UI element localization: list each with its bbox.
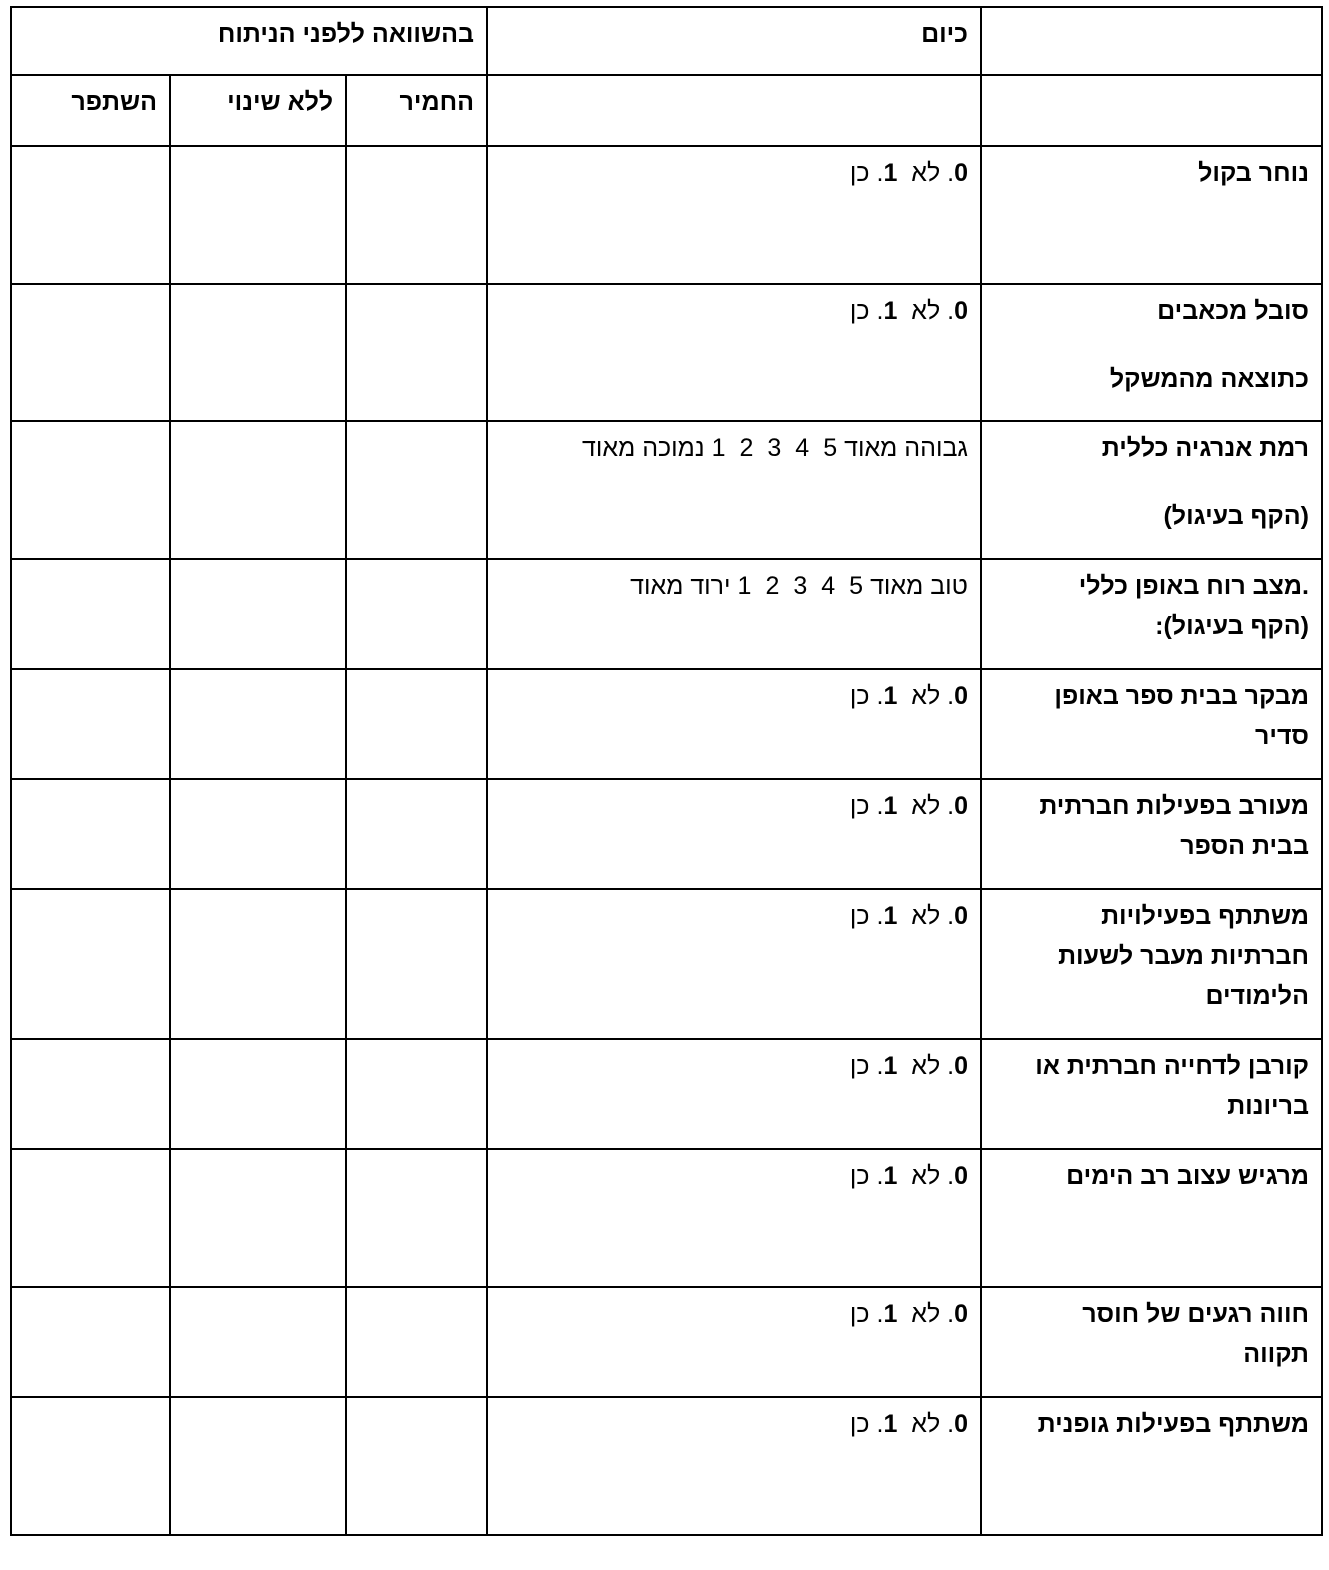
improved-cell[interactable] xyxy=(11,669,170,779)
header-no-change: ללא שינוי xyxy=(170,75,346,146)
table-row xyxy=(11,559,1322,669)
header-today: כיום xyxy=(487,7,981,75)
answer-cell[interactable] xyxy=(487,779,981,889)
row-label-line: קורבן לדחייה חברתית או xyxy=(1035,1052,1309,1080)
answer-cell[interactable] xyxy=(487,669,981,779)
table-row xyxy=(11,421,1322,559)
row-label-line: רמת אנרגיה כללית xyxy=(1101,434,1309,462)
row-label xyxy=(981,779,1322,889)
row-label-line: סובל מכאבים xyxy=(1157,297,1309,325)
worse-cell[interactable] xyxy=(346,669,487,779)
table-row xyxy=(11,146,1322,284)
header-compared: בהשוואה ללפני הניתוח xyxy=(11,7,487,75)
answer-cell[interactable] xyxy=(487,146,981,284)
no-change-cell[interactable] xyxy=(170,669,346,779)
row-label xyxy=(981,146,1322,284)
no-change-cell[interactable] xyxy=(170,889,346,1039)
answer-cell[interactable] xyxy=(487,1397,981,1535)
no-change-cell[interactable] xyxy=(170,1039,346,1149)
row-label-line: סדיר xyxy=(1255,722,1309,750)
worse-cell[interactable] xyxy=(346,1397,487,1535)
improved-cell[interactable] xyxy=(11,1287,170,1397)
header-worse: החמיר xyxy=(346,75,487,146)
worse-cell[interactable] xyxy=(346,146,487,284)
table-row xyxy=(11,669,1322,779)
worse-cell[interactable] xyxy=(346,1287,487,1397)
improved-cell[interactable] xyxy=(11,1149,170,1287)
row-label-line: .מצב רוח באופן כללי xyxy=(1078,572,1309,600)
improved-cell[interactable] xyxy=(11,779,170,889)
no-change-cell[interactable] xyxy=(170,146,346,284)
row-label-line: בריונות xyxy=(1227,1092,1309,1120)
row-label-line: (הקף בעיגול): xyxy=(1155,612,1309,640)
row-label-line: (הקף בעיגול) xyxy=(1163,502,1309,530)
row-label-line: חווה רגעים של חוסר xyxy=(1082,1300,1309,1328)
row-label xyxy=(981,889,1322,1039)
worse-cell[interactable] xyxy=(346,559,487,669)
row-label xyxy=(981,421,1322,559)
yes-no-options[interactable]: 0. לא 1. כן xyxy=(849,159,968,187)
yes-no-options[interactable]: 0. לא 1. כן xyxy=(849,1410,968,1438)
improved-cell[interactable] xyxy=(11,284,170,421)
yes-no-options[interactable]: 0. לא 1. כן xyxy=(849,1162,968,1190)
row-label xyxy=(981,1039,1322,1149)
no-change-cell[interactable] xyxy=(170,559,346,669)
table-row xyxy=(11,1397,1322,1535)
row-label xyxy=(981,559,1322,669)
row-label xyxy=(981,1287,1322,1397)
mood-scale[interactable]: טוב מאוד54321ירוד מאוד xyxy=(630,572,968,600)
table-row xyxy=(11,889,1322,1039)
table-row xyxy=(11,779,1322,889)
improved-cell[interactable] xyxy=(11,1397,170,1535)
answer-cell[interactable] xyxy=(487,559,981,669)
table-row xyxy=(11,1287,1322,1397)
no-change-cell[interactable] xyxy=(170,284,346,421)
worse-cell[interactable] xyxy=(346,284,487,421)
worse-cell[interactable] xyxy=(346,1149,487,1287)
header-row-sub xyxy=(11,75,1322,146)
worse-cell[interactable] xyxy=(346,889,487,1039)
no-change-cell[interactable] xyxy=(170,1397,346,1535)
row-label-line: תקווה xyxy=(1243,1340,1309,1368)
header-row-top xyxy=(11,7,1322,75)
header-blank-cell xyxy=(981,7,1322,75)
header-blank-cell xyxy=(981,75,1322,146)
no-change-cell[interactable] xyxy=(170,1149,346,1287)
improved-cell[interactable] xyxy=(11,559,170,669)
answer-cell[interactable] xyxy=(487,1287,981,1397)
worse-cell[interactable] xyxy=(346,1039,487,1149)
row-label-line: בבית הספר xyxy=(1180,832,1309,860)
row-label-line: משתתף בפעילות גופנית xyxy=(1037,1410,1309,1438)
no-change-cell[interactable] xyxy=(170,421,346,559)
row-label-line: נוחר בקול xyxy=(1198,159,1309,187)
yes-no-options[interactable]: 0. לא 1. כן xyxy=(849,1052,968,1080)
table-row xyxy=(11,284,1322,421)
header-blank-cell xyxy=(487,75,981,146)
yes-no-options[interactable]: 0. לא 1. כן xyxy=(849,682,968,710)
yes-no-options[interactable]: 0. לא 1. כן xyxy=(849,792,968,820)
answer-cell[interactable] xyxy=(487,421,981,559)
row-label-line: כתוצאה מהמשקל xyxy=(1109,365,1309,393)
improved-cell[interactable] xyxy=(11,1039,170,1149)
improved-cell[interactable] xyxy=(11,889,170,1039)
energy-scale[interactable]: גבוהה מאוד54321נמוכה מאוד xyxy=(582,434,968,462)
row-label xyxy=(981,284,1322,421)
row-label-line: הלימודים xyxy=(1205,982,1309,1010)
improved-cell[interactable] xyxy=(11,146,170,284)
table-row xyxy=(11,1149,1322,1287)
yes-no-options[interactable]: 0. לא 1. כן xyxy=(849,1300,968,1328)
row-label xyxy=(981,1397,1322,1535)
row-label-line: חברתיות מעבר לשעות xyxy=(1058,942,1309,970)
yes-no-options[interactable]: 0. לא 1. כן xyxy=(849,297,968,325)
no-change-cell[interactable] xyxy=(170,1287,346,1397)
answer-cell[interactable] xyxy=(487,889,981,1039)
yes-no-options[interactable]: 0. לא 1. כן xyxy=(849,902,968,930)
worse-cell[interactable] xyxy=(346,421,487,559)
no-change-cell[interactable] xyxy=(170,779,346,889)
row-label xyxy=(981,1149,1322,1287)
answer-cell[interactable] xyxy=(487,284,981,421)
answer-cell[interactable] xyxy=(487,1039,981,1149)
header-improved: השתפר xyxy=(11,75,170,146)
worse-cell[interactable] xyxy=(346,779,487,889)
row-label-line: משתתף בפעילויות xyxy=(1101,902,1309,930)
answer-cell[interactable] xyxy=(487,1149,981,1287)
row-label-line: מרגיש עצוב רב הימים xyxy=(1066,1162,1309,1190)
questionnaire-table xyxy=(10,6,1323,1536)
improved-cell[interactable] xyxy=(11,421,170,559)
row-label-line: מעורב בפעילות חברתית xyxy=(1039,792,1309,820)
row-label-line: מבקר בבית ספר באופן xyxy=(1054,682,1309,710)
table-row xyxy=(11,1039,1322,1149)
row-label xyxy=(981,669,1322,779)
